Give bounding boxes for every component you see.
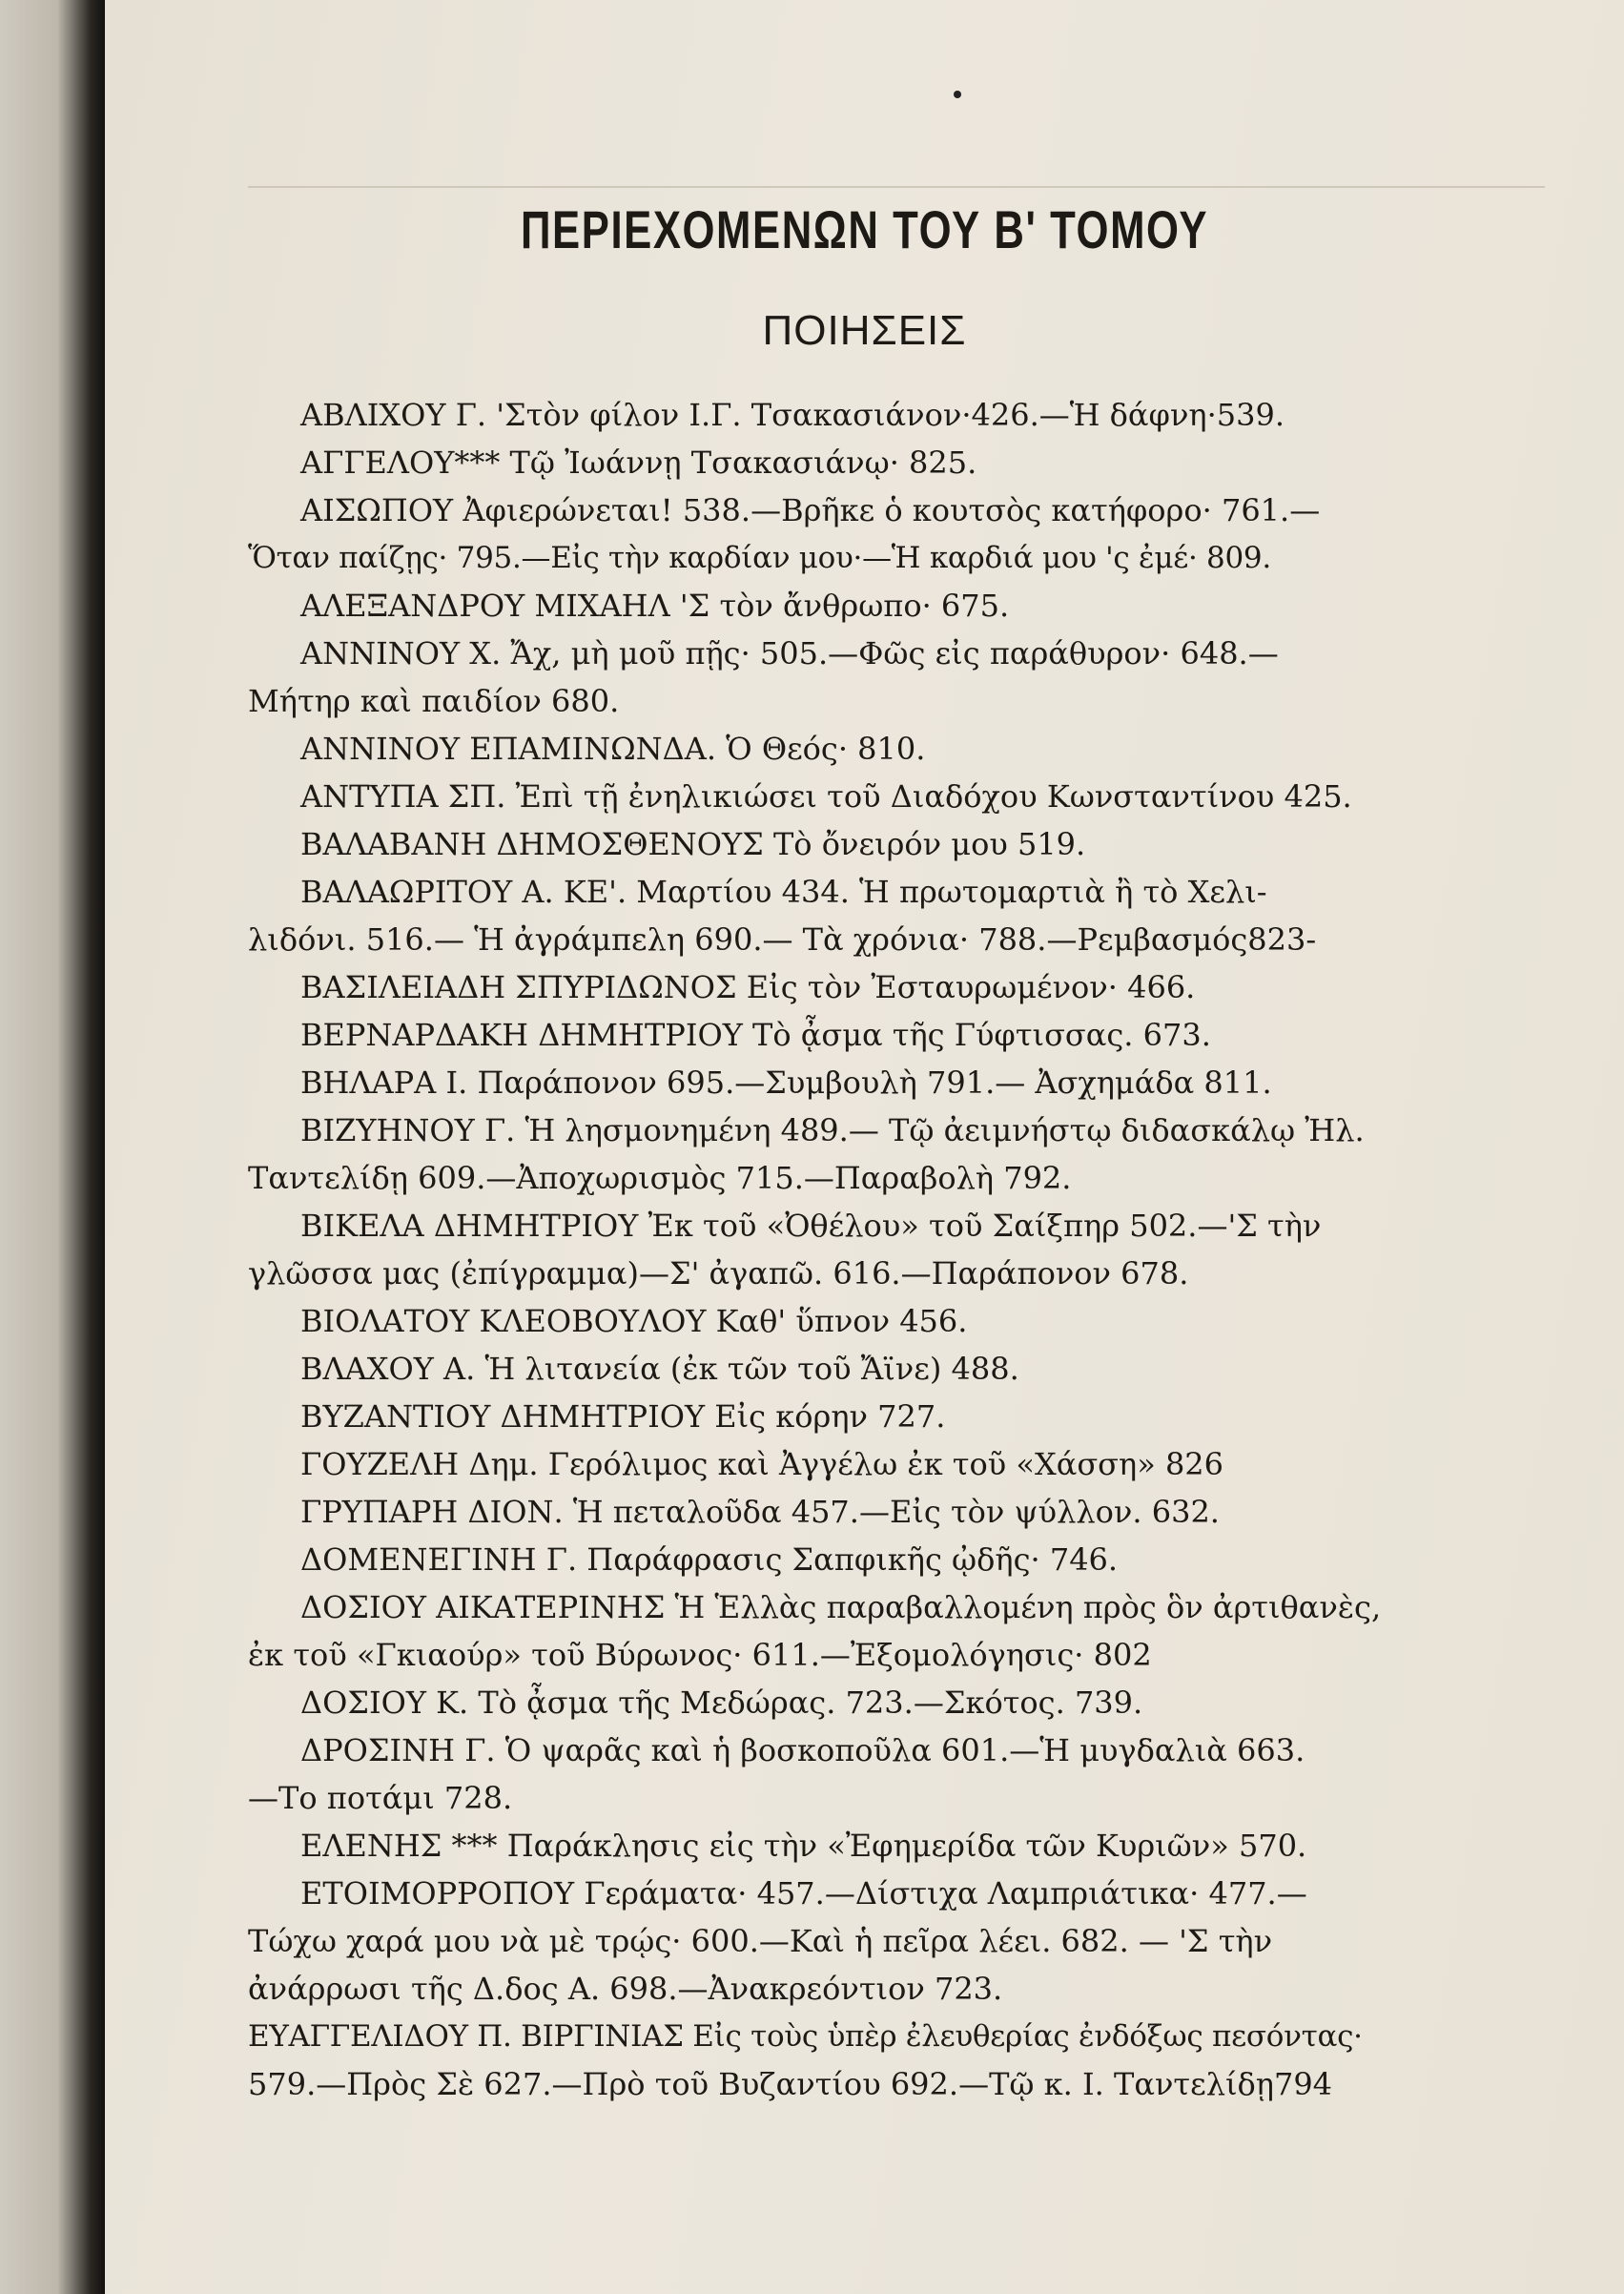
contents-line: ΔΡΟΣΙΝΗ Γ. Ὁ ψαρᾶς καὶ ἡ βοσκοποῦλα 601.—Ἡ μυγδαλιὰ 663. [300,1732,1305,1768]
contents-line: ΒΛΑΧΟΥ Α. Ἡ λιτανεία (ἐκ τῶν τοῦ Ἄϊνε) 488. [300,1351,1019,1387]
contents-line: ΕΛΕΝΗΣ *** Παράκλησις εἰς τὴν «Ἐφημερίδα τῶν Κυριῶν» 570. [300,1828,1307,1864]
section-heading: ΠΟΙΗΣΕΙΣ [762,307,967,354]
contents-line: Ταντελίδῃ 609.—Ἀποχωρισμὸς 715.—Παραβολὴ 792. [248,1160,1072,1196]
contents-line: ΒΗΛΑΡΑ Ι. Παράπονον 695.—Συμβουλὴ 791.— Ἀσχημάδα 811. [300,1064,1272,1101]
contents-line: ΒΙΚΕΛΑ ΔΗΜΗΤΡΙΟΥ Ἐκ τοῦ «Ὀθέλου» τοῦ Σαίξπηρ 502.—'Σ τὴν [300,1208,1322,1244]
contents-line: γλῶσσα μας (ἐπίγραμμα)—Σ' ἀγαπῶ. 616.—Παράπονον 678. [248,1255,1189,1292]
contents-line: ΔΟΣΙΟΥ Κ. Τὸ ᾆσμα τῆς Μεδώρας. 723.—Σκότος. 739. [300,1684,1143,1721]
contents-line: ΒΑΛΑΒΑΝΗ ΔΗΜΟΣΘΕΝΟΥΣ Τὸ ὄνειρόν μου 519. [300,826,1086,862]
contents-line: Ὅταν παίζῃς· 795.—Εἰς τὴν καρδίαν μου·—Ἡ καρδιά μου 'ς ἐμέ· 809. [248,541,1271,575]
contents-line: ΔΟΣΙΟΥ ΑΙΚΑΤΕΡΙΝΗΣ Ἡ Ἑλλὰς παραβαλλομένη πρὸς ὃν ἀρτιθανὲς, [300,1589,1382,1625]
contents-line: ΑΓΓΕΛΟΥ*** Τῷ Ἰωάννῃ Τσακασιάνῳ· 825. [300,444,977,481]
contents-line: ΑΝΝΙΝΟΥ ΕΠΑΜΙΝΩΝΔΑ. Ὁ Θεός· 810. [300,731,926,767]
book-page [105,0,1624,2294]
ink-speck [954,91,961,98]
contents-line: ΒΑΛΑΩΡΙΤΟΥ Α. ΚΕ'. Μαρτίου 434. Ἡ πρωτομαρτιὰ ἢ τὸ Χελι- [300,874,1267,910]
contents-line: —Το ποτάμι 728. [248,1780,513,1816]
header-rule [248,186,1545,188]
contents-line: ΕΤΟΙΜΟΡΡΟΠΟΥ Γεράματα· 457.—Δίστιχα Λαμπριάτικα· 477.— [300,1875,1307,1912]
contents-line: ἀνάρρωσι τῆς Δ.δος Α. 698.—Ἀνακρεόντιον 723. [248,1971,1003,2007]
contents-line: Μήτηρ καὶ παιδίον 680. [248,683,620,719]
contents-line: ΒΙΟΛΑΤΟΥ ΚΛΕΟΒΟΥΛΟΥ Καθ' ὕπνον 456. [300,1303,968,1339]
contents-line: ΒΥΖΑΝΤΙΟΥ ΔΗΜΗΤΡΙΟΥ Εἰς κόρην 727. [300,1398,946,1435]
contents-line: 579.—Πρὸς Σὲ 627.—Πρὸ τοῦ Βυζαντίου 692.—Τῷ κ. Ι. Ταντελίδῃ794 [248,2066,1333,2102]
contents-line: ΒΕΡΝΑΡΔΑΚΗ ΔΗΜΗΤΡΙΟΥ Τὸ ᾆσμα τῆς Γύφτισσας. 673. [300,1017,1211,1053]
page-title: ΠΕΡΙΕΧΟΜΕΝΩΝ ΤΟΥ Β' ΤΟΜΟΥ [520,199,1209,259]
contents-line: ΑΛΕΞΑΝΔΡΟΥ ΜΙΧΑΗΛ 'Σ τὸν ἄνθρωπο· 675. [300,588,1010,624]
contents-line: ΓΡΥΠΑΡΗ ΔΙΟΝ. Ἡ πεταλοῦδα 457.—Εἰς τὸν ψύλλον. 632. [300,1494,1220,1530]
contents-line: ΑΒΛΙΧΟΥ Γ. 'Στὸν φίλον Ι.Γ. Τσακασιάνον·426.—Ἡ δάφνη·539. [300,397,1285,433]
contents-line: ΒΑΣΙΛΕΙΑΔΗ ΣΠΥΡΙΔΩΝΟΣ Εἰς τὸν Ἐσταυρωμένον· 466. [300,969,1196,1005]
contents-line: ἐκ τοῦ «Γκιαούρ» τοῦ Βύρωνος· 611.—Ἐξομολόγησις· 802 [248,1637,1152,1673]
contents-line: Τώχω χαρά μου νὰ μὲ τρῴς· 600.—Καὶ ἡ πεῖρα λέει. 682. — 'Σ τὴν [248,1923,1273,1959]
contents-line: ΑΝΤΥΠΑ ΣΠ. Ἐπὶ τῇ ἐνηλικιώσει τοῦ Διαδόχου Κωνσταντίνου 425. [300,778,1352,815]
contents-line: ΑΝΝΙΝΟΥ Χ. Ἄχ, μὴ μοῦ πῇς· 505.—Φῶς εἰς παράθυρον· 648.— [300,635,1279,672]
contents-line: ΕΥΑΓΓΕΛΙΔΟΥ Π. ΒΙΡΓΙΝΙΑΣ Εἰς τοὺς ὑπὲρ ἐλευθερίας ἐνδόξως πεσόντας· [248,2019,1363,2054]
contents-line: ΓΟΥΖΕΛΗ Δημ. Γερόλιμος καὶ Ἀγγέλω ἐκ τοῦ «Χάσση» 826 [300,1446,1224,1482]
contents-line: λιδόνι. 516.— Ἡ ἀγράμπελη 690.— Τὰ χρόνια· 788.—Ρεμβασμός823- [248,921,1317,958]
contents-line: ΒΙΖΥΗΝΟΥ Γ. Ἡ λησμονημένη 489.— Τῷ ἀειμνήστῳ διδασκάλῳ Ἠλ. [300,1112,1365,1148]
contents-line: ΔΟΜΕΝΕΓΙΝΗ Γ. Παράφρασις Σαπφικῆς ᾠδῆς· 746. [300,1541,1119,1578]
contents-line: ΑΙΣΩΠΟΥ Ἀφιερώνεται! 538.—Βρῆκε ὁ κουτσὸς κατήφορο· 761.— [300,492,1321,528]
contents-list [248,391,1554,2108]
book-binding-shadow [0,0,105,2294]
